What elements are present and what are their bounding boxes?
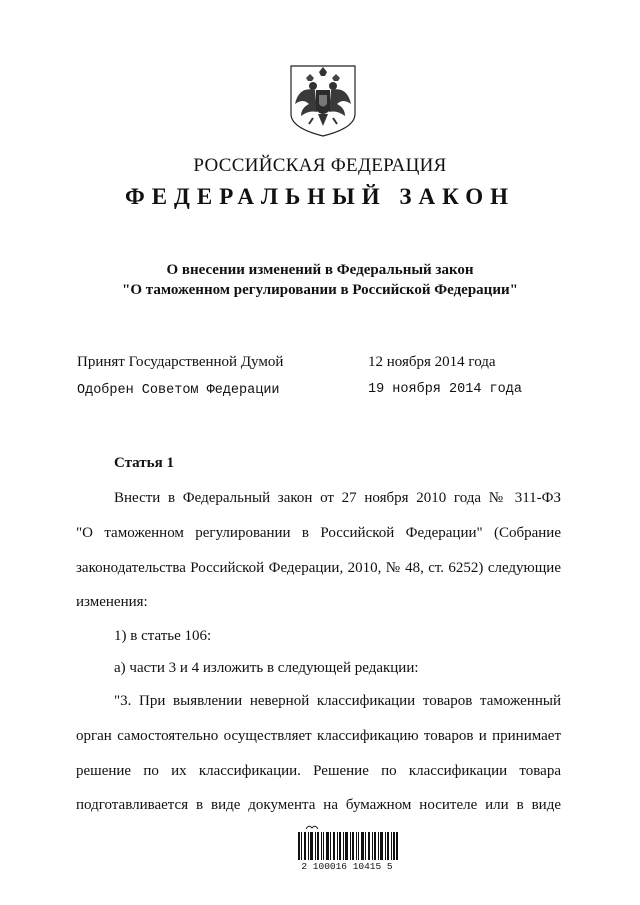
body-line: Внести в Федеральный закон от 27 ноября 2010 года № 311-ФЗ	[114, 490, 561, 506]
country-name: РОССИЙСКАЯ ФЕДЕРАЦИЯ	[193, 155, 447, 176]
body-line: "О таможенном регулировании в Российской Федерации" (Собрание	[76, 525, 561, 541]
registration-mark-icon	[305, 823, 319, 831]
council-approval-date: 19 ноября 2014 года	[368, 382, 522, 397]
document-title-line-1: О внесении изменений в Федеральный закон	[166, 262, 474, 278]
body-line: орган самостоятельно осуществляет классификацию товаров и принимает	[76, 728, 561, 744]
barcode-number: 2 100016 10415 5	[301, 861, 393, 872]
body-line: изменения:	[76, 594, 148, 610]
duma-adoption-date: 12 ноября 2014 года	[368, 354, 496, 370]
body-line: 1) в статье 106:	[114, 628, 212, 644]
body-line: законодательства Российской Федерации, 2010, № 48, ст. 6252) следующие	[76, 560, 561, 576]
document-type-heading: ФЕДЕРАЛЬНЫЙ ЗАКОН	[124, 184, 516, 209]
duma-adoption-label: Принят Государственной Думой	[77, 354, 284, 370]
article-heading: Статья 1	[114, 455, 174, 471]
barcode-icon	[298, 832, 398, 860]
body-line: решение по их классификации. Решение по классификации товара	[76, 763, 561, 779]
document-title-line-2: "О таможенном регулировании в Российской Федерации"	[122, 282, 518, 298]
council-approval-label: Одобрен Советом Федерации	[77, 383, 280, 398]
body-line: подготавливается в виде документа на бумажном носителе или в виде	[76, 797, 561, 813]
body-line: "3. При выявлении неверной классификации товаров таможенный	[114, 693, 561, 709]
russian-coat-of-arms-icon	[289, 64, 357, 138]
body-line: а) части 3 и 4 изложить в следующей редакции:	[114, 660, 419, 676]
